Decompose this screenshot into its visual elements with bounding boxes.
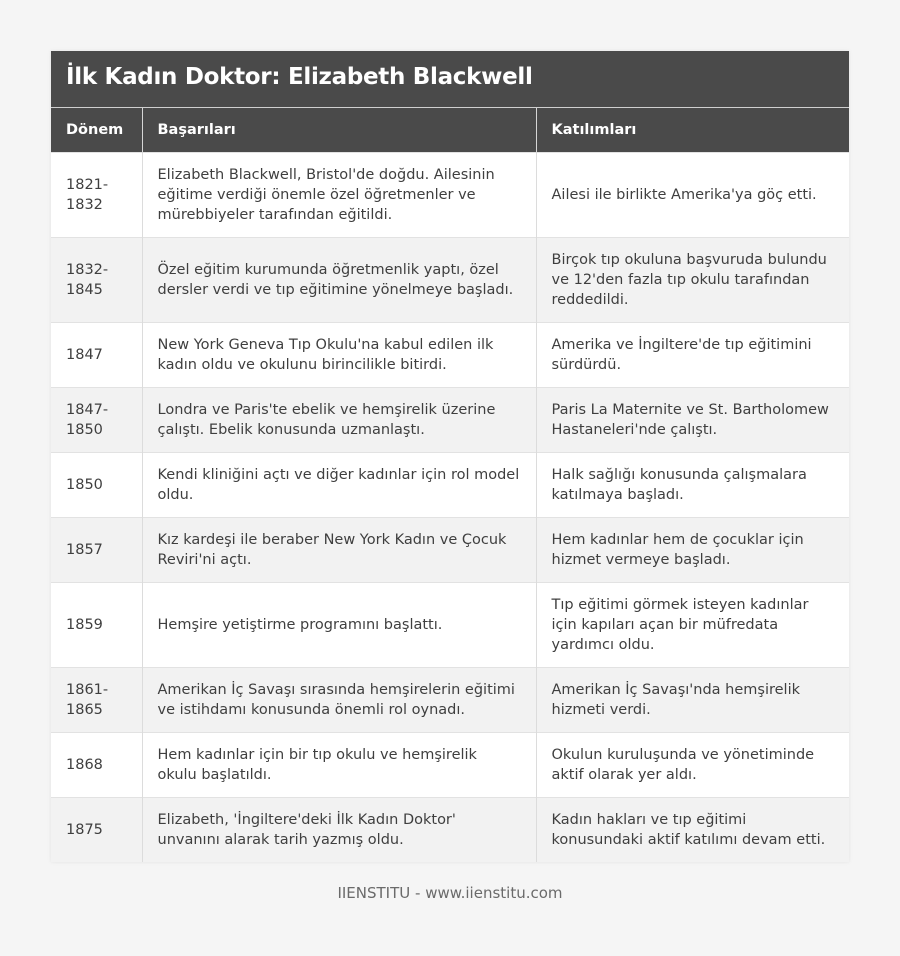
table-row [51, 152, 849, 237]
cell-contributions: Okulun kuruluşunda ve yönetiminde aktif olarak yer aldı. [536, 732, 849, 797]
cell-contributions: Hem kadınlar hem de çocuklar için hizmet vermeye başladı. [536, 517, 849, 582]
footer-credit: IIENSTITU - www.iienstitu.com [337, 884, 563, 902]
cell-achievements: New York Geneva Tıp Okulu'na kabul edilen ilk kadın oldu ve okulunu birincilikle bitirdi. [142, 322, 536, 387]
timeline-table-container [51, 51, 849, 862]
cell-period: 1859 [51, 582, 142, 667]
table-row [51, 797, 849, 862]
column-header-achievements: Başarıları [142, 108, 536, 152]
table-row [51, 732, 849, 797]
table-row [51, 387, 849, 452]
cell-period: 1847-1850 [51, 387, 142, 452]
table-header-row [51, 108, 849, 152]
cell-contributions: Amerika ve İngiltere'de tıp eğitimini sürdürdü. [536, 322, 849, 387]
cell-contributions: Halk sağlığı konusunda çalışmalara katılmaya başladı. [536, 452, 849, 517]
column-header-period: Dönem [51, 108, 142, 152]
column-header-contributions: Katılımları [536, 108, 849, 152]
cell-achievements: Özel eğitim kurumunda öğretmenlik yaptı, özel dersler verdi ve tıp eğitimine yönelmeye başladı. [142, 237, 536, 322]
cell-contributions: Amerikan İç Savaşı'nda hemşirelik hizmeti verdi. [536, 667, 849, 732]
cell-period: 1847 [51, 322, 142, 387]
cell-achievements: Elizabeth, 'İngiltere'deki İlk Kadın Doktor' unvanını alarak tarih yazmış oldu. [142, 797, 536, 862]
cell-period: 1821-1832 [51, 152, 142, 237]
timeline-table [51, 108, 849, 862]
cell-period: 1857 [51, 517, 142, 582]
cell-achievements: Londra ve Paris'te ebelik ve hemşirelik üzerine çalıştı. Ebelik konusunda uzmanlaştı. [142, 387, 536, 452]
cell-achievements: Hem kadınlar için bir tıp okulu ve hemşirelik okulu başlatıldı. [142, 732, 536, 797]
cell-achievements: Hemşire yetiştirme programını başlattı. [142, 582, 536, 667]
cell-achievements: Kız kardeşi ile beraber New York Kadın ve Çocuk Reviri'ni açtı. [142, 517, 536, 582]
cell-contributions: Birçok tıp okuluna başvuruda bulundu ve 12'den fazla tıp okulu tarafından reddedildi. [536, 237, 849, 322]
cell-period: 1850 [51, 452, 142, 517]
table-row [51, 237, 849, 322]
cell-contributions: Paris La Maternite ve St. Bartholomew Hastaneleri'nde çalıştı. [536, 387, 849, 452]
cell-achievements: Kendi kliniğini açtı ve diğer kadınlar için rol model oldu. [142, 452, 536, 517]
cell-period: 1832-1845 [51, 237, 142, 322]
cell-achievements: Elizabeth Blackwell, Bristol'de doğdu. Ailesinin eğitime verdiği önemle özel öğretmenler ve mürebbiyeler tarafından eğitildi. [142, 152, 536, 237]
cell-contributions: Tıp eğitimi görmek isteyen kadınlar için kapıları açan bir müfredata yardımcı oldu. [536, 582, 849, 667]
table-row [51, 667, 849, 732]
table-title: İlk Kadın Doktor: Elizabeth Blackwell [51, 51, 849, 108]
table-row [51, 517, 849, 582]
cell-period: 1875 [51, 797, 142, 862]
cell-period: 1861-1865 [51, 667, 142, 732]
cell-achievements: Amerikan İç Savaşı sırasında hemşirelerin eğitimi ve istihdamı konusunda önemli rol oynadı. [142, 667, 536, 732]
table-row [51, 322, 849, 387]
table-row [51, 582, 849, 667]
table-row [51, 452, 849, 517]
cell-contributions: Ailesi ile birlikte Amerika'ya göç etti. [536, 152, 849, 237]
cell-period: 1868 [51, 732, 142, 797]
cell-contributions: Kadın hakları ve tıp eğitimi konusundaki aktif katılımı devam etti. [536, 797, 849, 862]
